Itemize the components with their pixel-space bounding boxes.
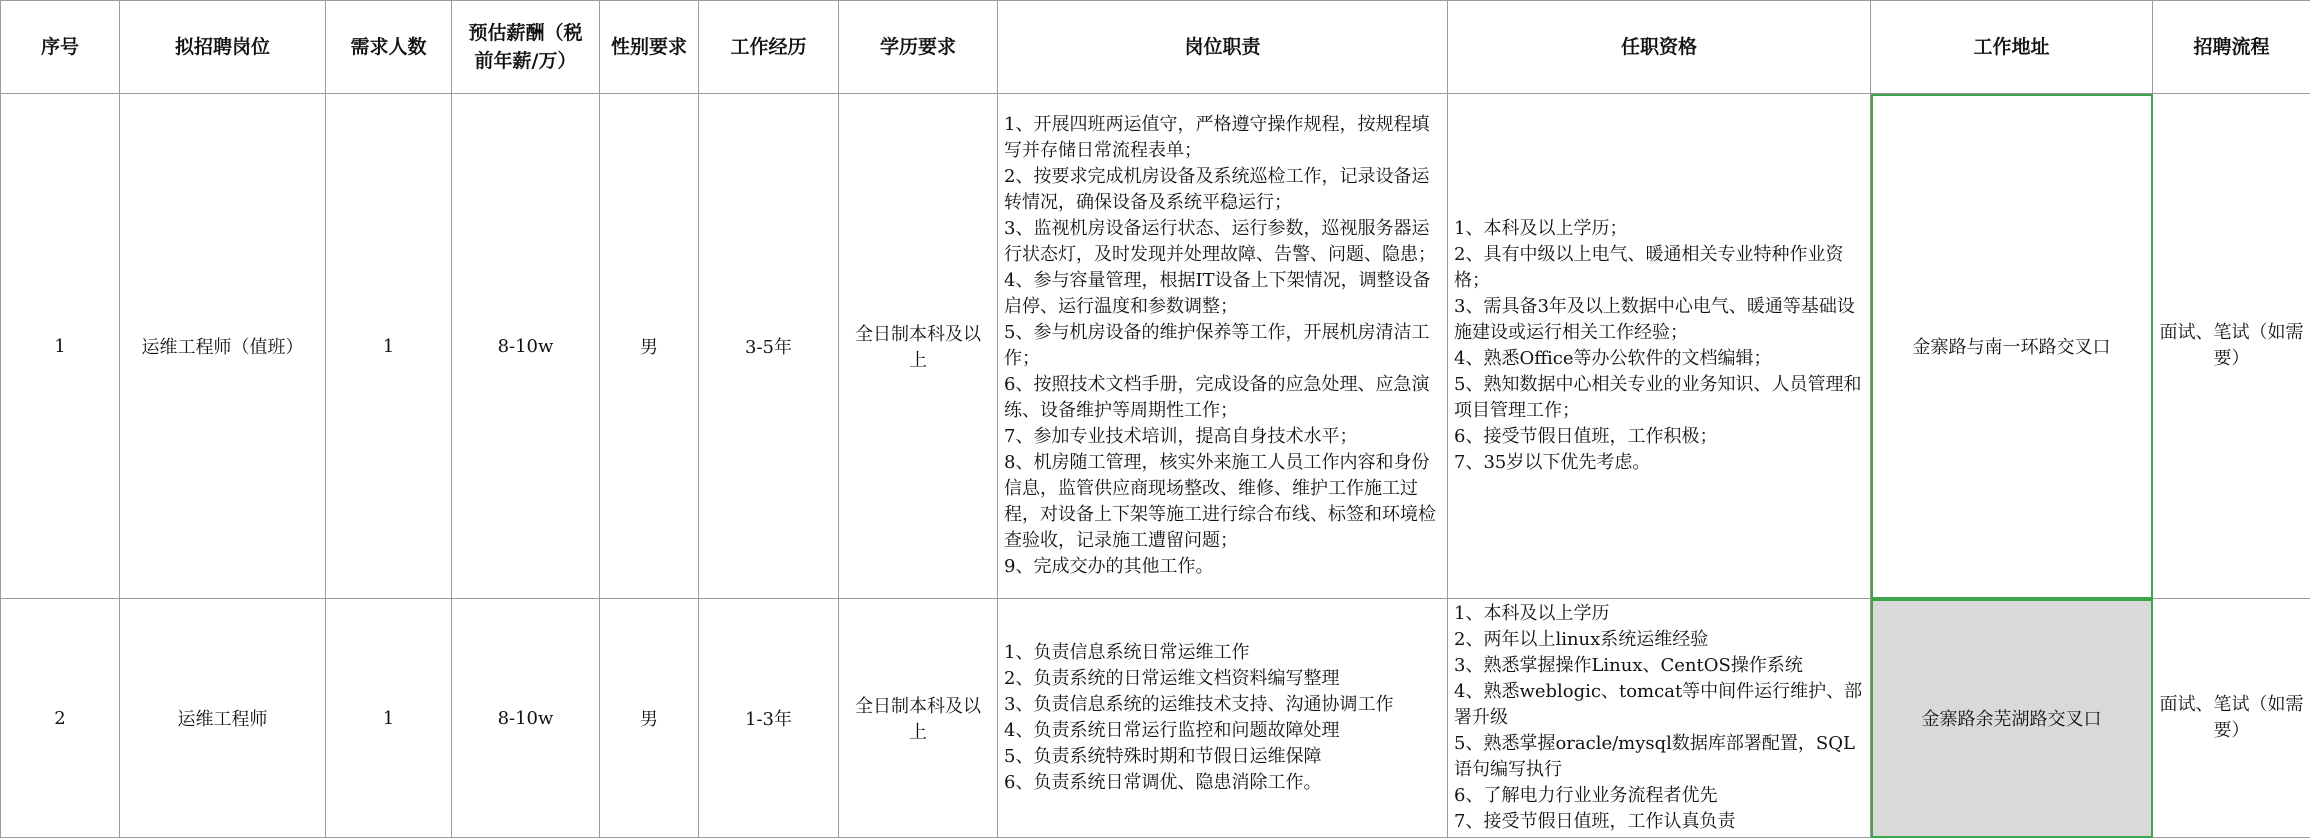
qualification-item: 3、需具备3年及以上数据中心电气、暖通等基础设施建设或运行相关工作经验； bbox=[1454, 294, 1864, 346]
cell-education[interactable]: 全日制本科及以上 bbox=[839, 599, 998, 838]
header-salary: 预估薪酬（税前年薪/万） bbox=[452, 1, 600, 94]
qualification-item: 1、本科及以上学历； bbox=[1454, 216, 1864, 242]
cell-process[interactable]: 面试、笔试（如需要） bbox=[2153, 94, 2310, 599]
cell-position[interactable]: 运维工程师 bbox=[120, 599, 326, 838]
duty-item: 1、开展四班两运值守，严格遵守操作规程，按规程填写并存储日常流程表单； bbox=[1004, 112, 1441, 164]
cell-count[interactable]: 1 bbox=[326, 599, 452, 838]
table-row bbox=[1, 94, 2310, 599]
cell-qualifications[interactable] bbox=[1448, 599, 1871, 838]
header-process: 招聘流程 bbox=[2153, 1, 2310, 94]
duty-item: 2、按要求完成机房设备及系统巡检工作，记录设备运转情况，确保设备及系统平稳运行； bbox=[1004, 164, 1441, 216]
duty-item: 2、负责系统的日常运维文档资料编写整理 bbox=[1004, 666, 1441, 692]
qualification-item: 5、熟悉掌握oracle/mysql数据库部署配置，SQL语句编写执行 bbox=[1454, 731, 1864, 783]
duty-item: 6、按照技术文档手册，完成设备的应急处理、应急演练、设备维护等周期性工作； bbox=[1004, 372, 1441, 424]
header-row bbox=[1, 1, 2310, 94]
qualification-item: 2、具有中级以上电气、暖通相关专业特种作业资格； bbox=[1454, 242, 1864, 294]
duty-item: 5、参与机房设备的维护保养等工作，开展机房清洁工作； bbox=[1004, 320, 1441, 372]
duty-item: 9、完成交办的其他工作。 bbox=[1004, 554, 1441, 580]
duty-item: 7、参加专业技术培训，提高自身技术水平； bbox=[1004, 424, 1441, 450]
cell-gender[interactable]: 男 bbox=[600, 94, 699, 599]
cell-address[interactable]: 金寨路与南一环路交叉口 bbox=[1871, 94, 2153, 599]
duty-item: 5、负责系统特殊时期和节假日运维保障 bbox=[1004, 744, 1441, 770]
table-row bbox=[1, 599, 2310, 838]
duty-item: 4、参与容量管理，根据IT设备上下架情况，调整设备启停、运行温度和参数调整； bbox=[1004, 268, 1441, 320]
cell-gender[interactable]: 男 bbox=[600, 599, 699, 838]
cell-qualifications[interactable] bbox=[1448, 94, 1871, 599]
duty-item: 4、负责系统日常运行监控和问题故障处理 bbox=[1004, 718, 1441, 744]
qualification-item: 2、两年以上linux系统运维经验 bbox=[1454, 627, 1864, 653]
cell-experience[interactable]: 1-3年 bbox=[699, 599, 839, 838]
header-education: 学历要求 bbox=[839, 1, 998, 94]
qualification-item: 4、熟悉Office等办公软件的文档编辑； bbox=[1454, 346, 1864, 372]
duty-item: 1、负责信息系统日常运维工作 bbox=[1004, 640, 1441, 666]
cell-count[interactable]: 1 bbox=[326, 94, 452, 599]
cell-education[interactable]: 全日制本科及以上 bbox=[839, 94, 998, 599]
header-duties: 岗位职责 bbox=[998, 1, 1448, 94]
header-address: 工作地址 bbox=[1871, 1, 2153, 94]
cell-duties[interactable] bbox=[998, 599, 1448, 838]
duty-item: 3、负责信息系统的运维技术支持、沟通协调工作 bbox=[1004, 692, 1441, 718]
cell-seq[interactable]: 2 bbox=[1, 599, 120, 838]
qualification-item: 6、接受节假日值班，工作积极； bbox=[1454, 424, 1864, 450]
cell-process[interactable]: 面试、笔试（如需要） bbox=[2153, 599, 2310, 838]
qualification-item: 7、接受节假日值班，工作认真负责 bbox=[1454, 809, 1864, 835]
header-position: 拟招聘岗位 bbox=[120, 1, 326, 94]
qualification-item: 5、熟知数据中心相关专业的业务知识、人员管理和项目管理工作； bbox=[1454, 372, 1864, 424]
header-count: 需求人数 bbox=[326, 1, 452, 94]
cell-salary[interactable]: 8-10w bbox=[452, 94, 600, 599]
qualification-item: 7、35岁以下优先考虑。 bbox=[1454, 450, 1864, 476]
cell-experience[interactable]: 3-5年 bbox=[699, 94, 839, 599]
header-experience: 工作经历 bbox=[699, 1, 839, 94]
qualification-item: 4、熟悉weblogic、tomcat等中间件运行维护、部署升级 bbox=[1454, 679, 1864, 731]
duty-item: 3、监视机房设备运行状态、运行参数，巡视服务器运行状态灯，及时发现并处理故障、告警、问题、隐患； bbox=[1004, 216, 1441, 268]
header-seq: 序号 bbox=[1, 1, 120, 94]
cell-address[interactable]: 金寨路余芜湖路交叉口 bbox=[1871, 599, 2153, 838]
cell-duties[interactable] bbox=[998, 94, 1448, 599]
duty-item: 8、机房随工管理，核实外来施工人员工作内容和身份信息，监管供应商现场整改、维修、维护工作施工过程，对设备上下架等施工进行综合布线、标签和环境检查验收，记录施工遭留问题； bbox=[1004, 450, 1441, 554]
duty-item: 6、负责系统日常调优、隐患消除工作。 bbox=[1004, 770, 1441, 796]
cell-seq[interactable]: 1 bbox=[1, 94, 120, 599]
qualification-item: 3、熟悉掌握操作Linux、CentOS操作系统 bbox=[1454, 653, 1864, 679]
cell-salary[interactable]: 8-10w bbox=[452, 599, 600, 838]
header-qualifications: 任职资格 bbox=[1448, 1, 1871, 94]
qualification-item: 1、本科及以上学历 bbox=[1454, 601, 1864, 627]
cell-position[interactable]: 运维工程师（值班） bbox=[120, 94, 326, 599]
header-gender: 性别要求 bbox=[600, 1, 699, 94]
qualification-item: 6、了解电力行业业务流程者优先 bbox=[1454, 783, 1864, 809]
